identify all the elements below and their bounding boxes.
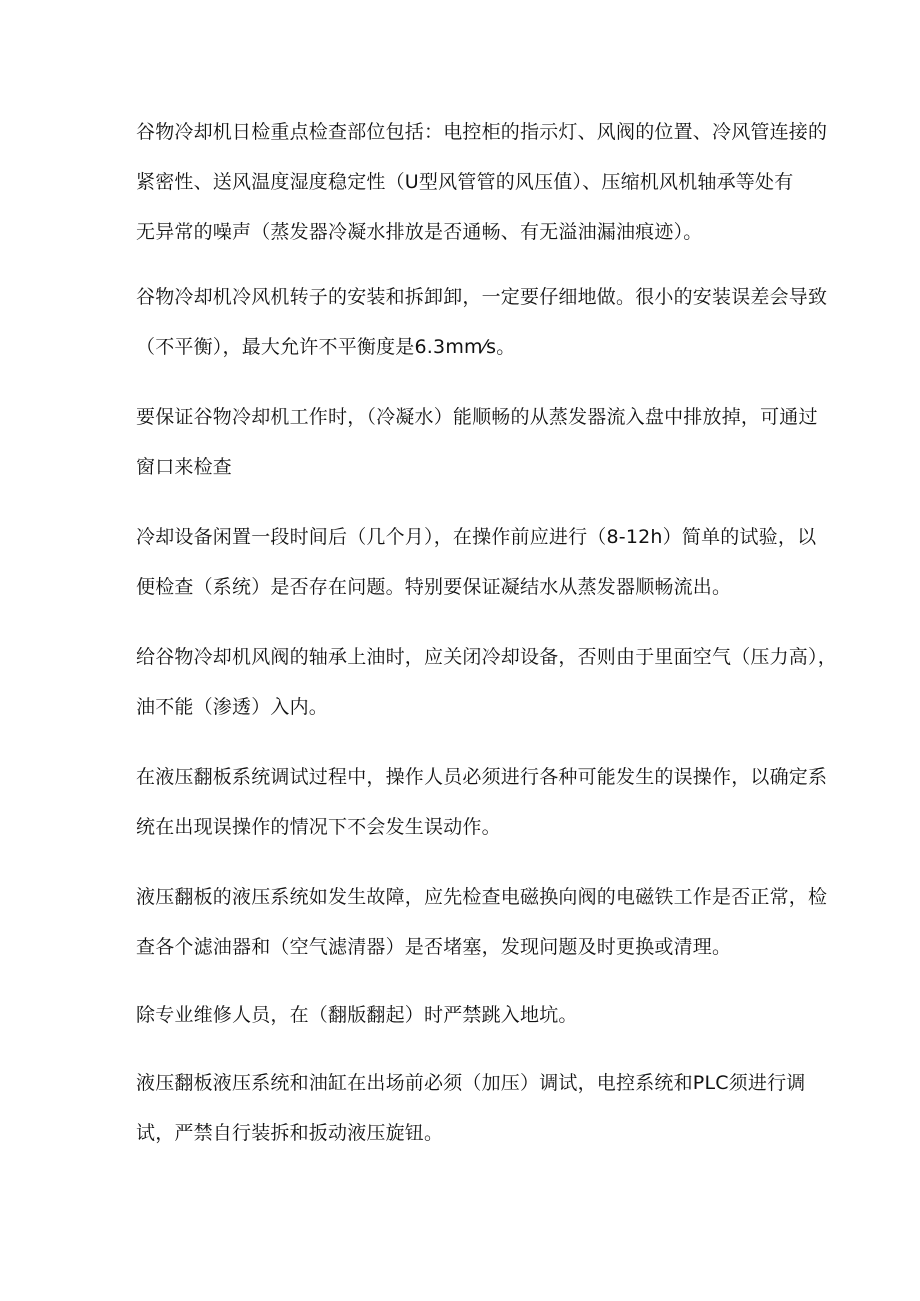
text-line: 窗口来检查: [136, 456, 233, 478]
text-line: 试，严禁自行装拆和扳动液压旋钮。: [136, 1122, 444, 1144]
paragraph-pit-safety: [136, 990, 796, 1040]
text-line: 谷物冷却机冷风机转子的安装和拆卸卸，一定要仔细地做。很小的安装误差会导致: [136, 286, 828, 308]
text-line: 液压翻板液压系统和油缸在出场前必须（加压）调试，电控系统和PLC须进行调: [136, 1072, 806, 1094]
text-line: 冷却设备闲置一段时间后（几个月），在操作前应进行（8-12h）简单的试验，以: [136, 526, 817, 548]
text-line: 统在出现误操作的情况下不会发生误动作。: [136, 816, 501, 838]
paragraph-hydraulic-debugging: [136, 752, 828, 852]
paragraph-hydraulic-fault-check: [136, 872, 828, 972]
text-line: 给谷物冷却机风阀的轴承上油时，应关闭冷却设备，否则由于里面空气（压力高），: [136, 646, 837, 668]
text-line: 紧密性、送风温度湿度稳定性（U型风管管的风压值）、压缩机风机轴承等处有: [136, 171, 794, 193]
paragraph-idle-equipment-test: [136, 512, 817, 612]
text-line: 便检查（系统）是否存在问题。特别要保证凝结水从蒸发器顺畅流出。: [136, 576, 732, 598]
paragraph-grain-cooler-daily-check: [136, 107, 828, 257]
text-line: 谷物冷却机日检重点检查部位包括：电控柜的指示灯、风阀的位置、冷风管连接的: [136, 121, 828, 143]
paragraph-condensate-drain: [136, 392, 818, 492]
text-line: 要保证谷物冷却机工作时，（冷凝水）能顺畅的从蒸发器流入盘中排放掉，可通过: [136, 406, 818, 428]
paragraph-rotor-installation: [136, 272, 828, 372]
text-line: 油不能（渗透）入内。: [136, 696, 329, 718]
text-line: 除专业维修人员，在（翻版翻起）时严禁跳入地坑。: [136, 1004, 578, 1026]
text-line: 液压翻板的液压系统如发生故障，应先检查电磁换向阀的电磁铁工作是否正常，检: [136, 886, 828, 908]
paragraph-damper-bearing-oiling: [136, 632, 837, 732]
text-line: 在液压翻板系统调试过程中，操作人员必须进行各种可能发生的误操作，以确定系: [136, 766, 828, 788]
text-line: 查各个滤油器和（空气滤清器）是否堵塞，发现问题及时更换或清理。: [136, 936, 732, 958]
text-line: （不平衡），最大允许不平衡度是6.3mm⁄s。: [136, 336, 516, 358]
text-line: 无异常的噪声（蒸发器冷凝水排放是否通畅、有无溢油漏油痕迹）。: [136, 221, 703, 243]
paragraph-pressure-test: [136, 1058, 806, 1158]
